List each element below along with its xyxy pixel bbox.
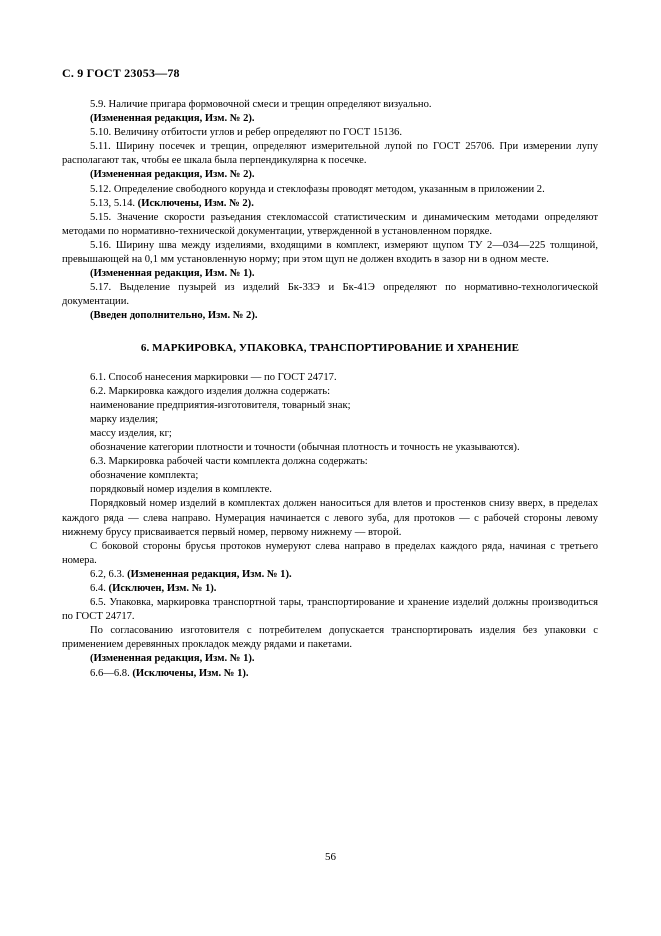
paragraph: обозначение категории плотности и точности (обычная плотность и точность не указываются). (90, 442, 520, 454)
paragraph: 5.16. Ширину шва между изделиями, входящими в комплект, измеряют щупом ТУ 2—034—225 толщиной, превышающей на 0,1 мм установленную норму; при этом щуп не должен входить в зазор ни в одном месте. (62, 239, 598, 266)
paragraph: 6.5. Упаковка, маркировка транспортной тары, транспортирование и хранение изделий должны производиться по ГОСТ 24717. (62, 597, 598, 623)
paragraph: 5.10. Величину отбитости углов и ребер определяют по ГОСТ 15136. (90, 127, 402, 139)
amendment-note: (Измененная редакция, Изм. № 2). (90, 113, 255, 125)
amendment-note: (Измененная редакция, Изм. № 1). (90, 268, 255, 280)
paragraph (62, 568, 598, 582)
clause-number: 6.6—6.8. (90, 667, 133, 679)
amendment-note: (Введен дополнительно, Изм. № 2). (90, 310, 258, 322)
paragraph (62, 667, 598, 681)
paragraph: 5.15. Значение скорости разъедания стекломассой статистическим и динамическим методами определяют методами по нормативно-технической документации, утвержденной в установленном порядке. (62, 211, 598, 237)
amendment-note: (Измененная редакция, Изм. № 1). (127, 568, 292, 580)
paragraph (62, 197, 598, 211)
page-header: С. 9 ГОСТ 23053—78 (62, 66, 180, 80)
paragraph: 5.12. Определение свободного корунда и стеклофазы проводят методом, указанным в приложении 2. (90, 183, 545, 195)
amendment-note: (Исключены, Изм. № 2). (137, 197, 254, 209)
section-title: 6. МАРКИРОВКА, УПАКОВКА, ТРАНСПОРТИРОВАНИЕ И ХРАНЕНИЕ (140, 341, 520, 354)
clause-number: 6.4. (90, 583, 109, 594)
paragraph: массу изделия, кг; (90, 427, 172, 439)
amendment-note: (Исключены, Изм. № 1). (132, 667, 249, 679)
paragraph: По согласованию изготовителя с потребителем допускается транспортировать изделия без упаковки с применением деревянных прокладок между рядами и пакетами. (62, 625, 598, 651)
paragraph: 6.2. Маркировка каждого изделия должна содержать: (90, 385, 331, 397)
document-body (62, 98, 598, 681)
paragraph: Порядковый номер изделий в комплектах должен наноситься для влетов и простенков снизу вверх, в пределах каждого ряда — слева направо. Нумерация начинается с левого зуба, для протоков — с рабочей стороны левому нижнему брусу присваивается первый номер, первому нижнему — второй. (62, 498, 598, 538)
paragraph: порядковый номер изделия в комплекте. (90, 484, 272, 496)
clause-number: 5.13, 5.14. (90, 197, 138, 209)
paragraph: 5.9. Наличие пригара формовочной смеси и трещин определяют визуально. (90, 99, 432, 110)
paragraph: марку изделия; (90, 413, 159, 425)
paragraph: наименование предприятия-изготовителя, товарный знак; (90, 399, 351, 411)
paragraph: 5.17. Выделение пузырей из изделий Бк-33Э и Бк-41Э определяют по нормативно-технологической документации. (62, 282, 598, 308)
paragraph: С боковой стороны брусья протоков нумеруют слева направо в пределах каждого ряда, начиная с третьего номера. (62, 540, 598, 566)
clause-number: 6.2, 6.3. (90, 568, 128, 580)
paragraph: 5.11. Ширину посечек и трещин, определяют измерительной лупой по ГОСТ 25706. При измерении лупу располагают так, чтобы ее шкала была перпендикулярна к посечке. (62, 141, 598, 167)
paragraph: обозначение комплекта; (90, 470, 199, 482)
amendment-note: (Исключен, Изм. № 1). (108, 583, 217, 594)
amendment-note: (Измененная редакция, Изм. № 1). (90, 653, 255, 665)
amendment-note: (Измененная редакция, Изм. № 2). (90, 169, 255, 181)
page-number: 56 (325, 851, 336, 863)
paragraph: 6.3. Маркировка рабочей части комплекта должна содержать: (90, 456, 368, 468)
paragraph: 6.1. Способ нанесения маркировки — по ГОСТ 24717. (90, 371, 337, 383)
paragraph (62, 582, 598, 596)
